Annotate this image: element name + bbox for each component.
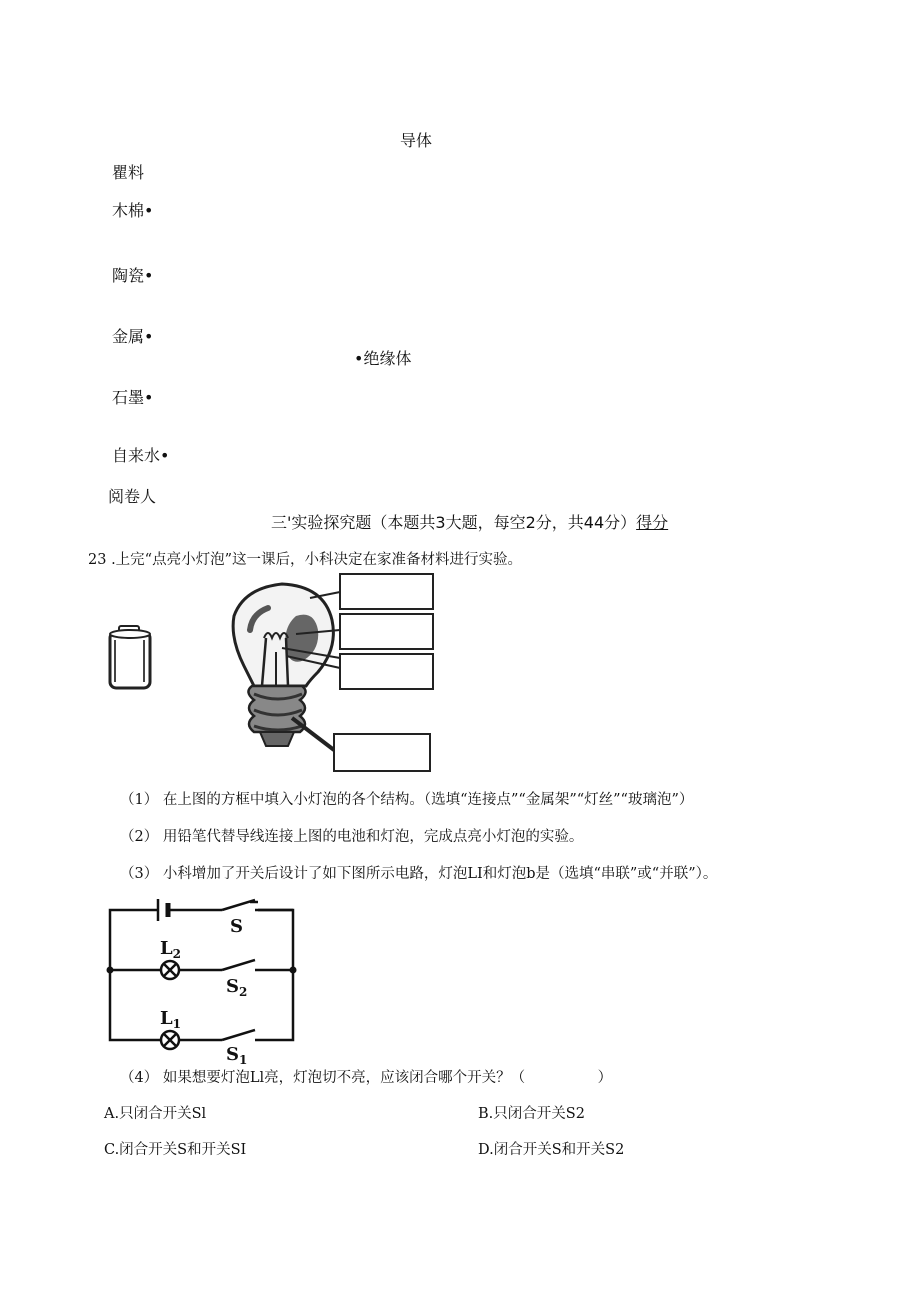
material-ceramic: 陶瓷• — [112, 266, 154, 285]
lamp-l2-letter: L — [160, 938, 173, 959]
material-tap-water: 自来水• — [112, 446, 170, 465]
sub-question-4: （4） 如果想要灯泡Ll亮，灯泡切不亮，应该闭合哪个开关？（ ） — [120, 1070, 613, 1086]
section-title — [271, 510, 668, 533]
section-title-text: 三'实验探究题（本题共3大题，每空2分，共44分） — [271, 513, 637, 532]
material-kapok: 木棉• — [112, 201, 154, 220]
option-d[interactable]: D.闭合开关S和开关S2 — [478, 1142, 625, 1158]
option-c[interactable]: C.闭合开关S和开关SI — [104, 1142, 247, 1158]
sub-question-2: （2） 用铅笔代替导线连接上图的电池和灯泡，完成点亮小灯泡的实验。 — [120, 829, 584, 845]
question-text: .上完“点亮小灯泡”这一课后，小科决定在家准备材料进行实验。 — [111, 552, 522, 568]
switch-s2-sub: 2 — [239, 985, 248, 999]
sub-question-1: （1） 在上图的方框中填入小灯泡的各个结构。（选填“连接点”“金属架”“灯丝”“玻璃泡”） — [120, 792, 694, 808]
light-bulb-illustration — [222, 568, 438, 774]
lamp-l1-sub: 1 — [172, 1017, 182, 1031]
switch-s1-letter: S — [226, 1044, 239, 1065]
lamp-l1-label — [160, 1008, 181, 1031]
switch-s1-sub: 1 — [239, 1053, 248, 1067]
option-b[interactable]: B.只闭合开关S2 — [478, 1106, 585, 1122]
lamp-l2-label — [160, 938, 181, 961]
grader-label: 阅卷人 — [108, 487, 157, 506]
score-label: 得分 — [636, 513, 669, 532]
switch-s-label: S — [230, 916, 243, 937]
question-number: 23 — [88, 552, 107, 568]
switch-s1-label — [226, 1044, 247, 1067]
sub-question-3: （3） 小科增加了开关后设计了如下图所示电路，灯泡LI和灯泡b是（选填“串联”或“并联”）。 — [120, 866, 718, 882]
question-stem — [88, 548, 522, 569]
label-box-4[interactable] — [334, 734, 430, 771]
label-box-3[interactable] — [340, 654, 433, 689]
switch-s2-label — [226, 976, 247, 999]
lamp-l2-sub: 2 — [172, 947, 182, 961]
battery-illustration — [104, 622, 156, 692]
conductor-label: 导体 — [400, 131, 433, 150]
material-graphite: 石墨• — [112, 388, 154, 407]
material-plastic: 瞿料 — [112, 163, 145, 182]
option-a[interactable]: A.只闭合开关Sl — [104, 1106, 207, 1122]
material-metal: 金属• — [112, 327, 154, 346]
label-box-2[interactable] — [340, 614, 433, 649]
lamp-l1-letter: L — [160, 1008, 173, 1029]
circuit-diagram — [100, 892, 305, 1067]
switch-s2-letter: S — [226, 976, 239, 997]
insulator-label: •绝缘体 — [354, 349, 412, 368]
label-box-1[interactable] — [340, 574, 433, 609]
